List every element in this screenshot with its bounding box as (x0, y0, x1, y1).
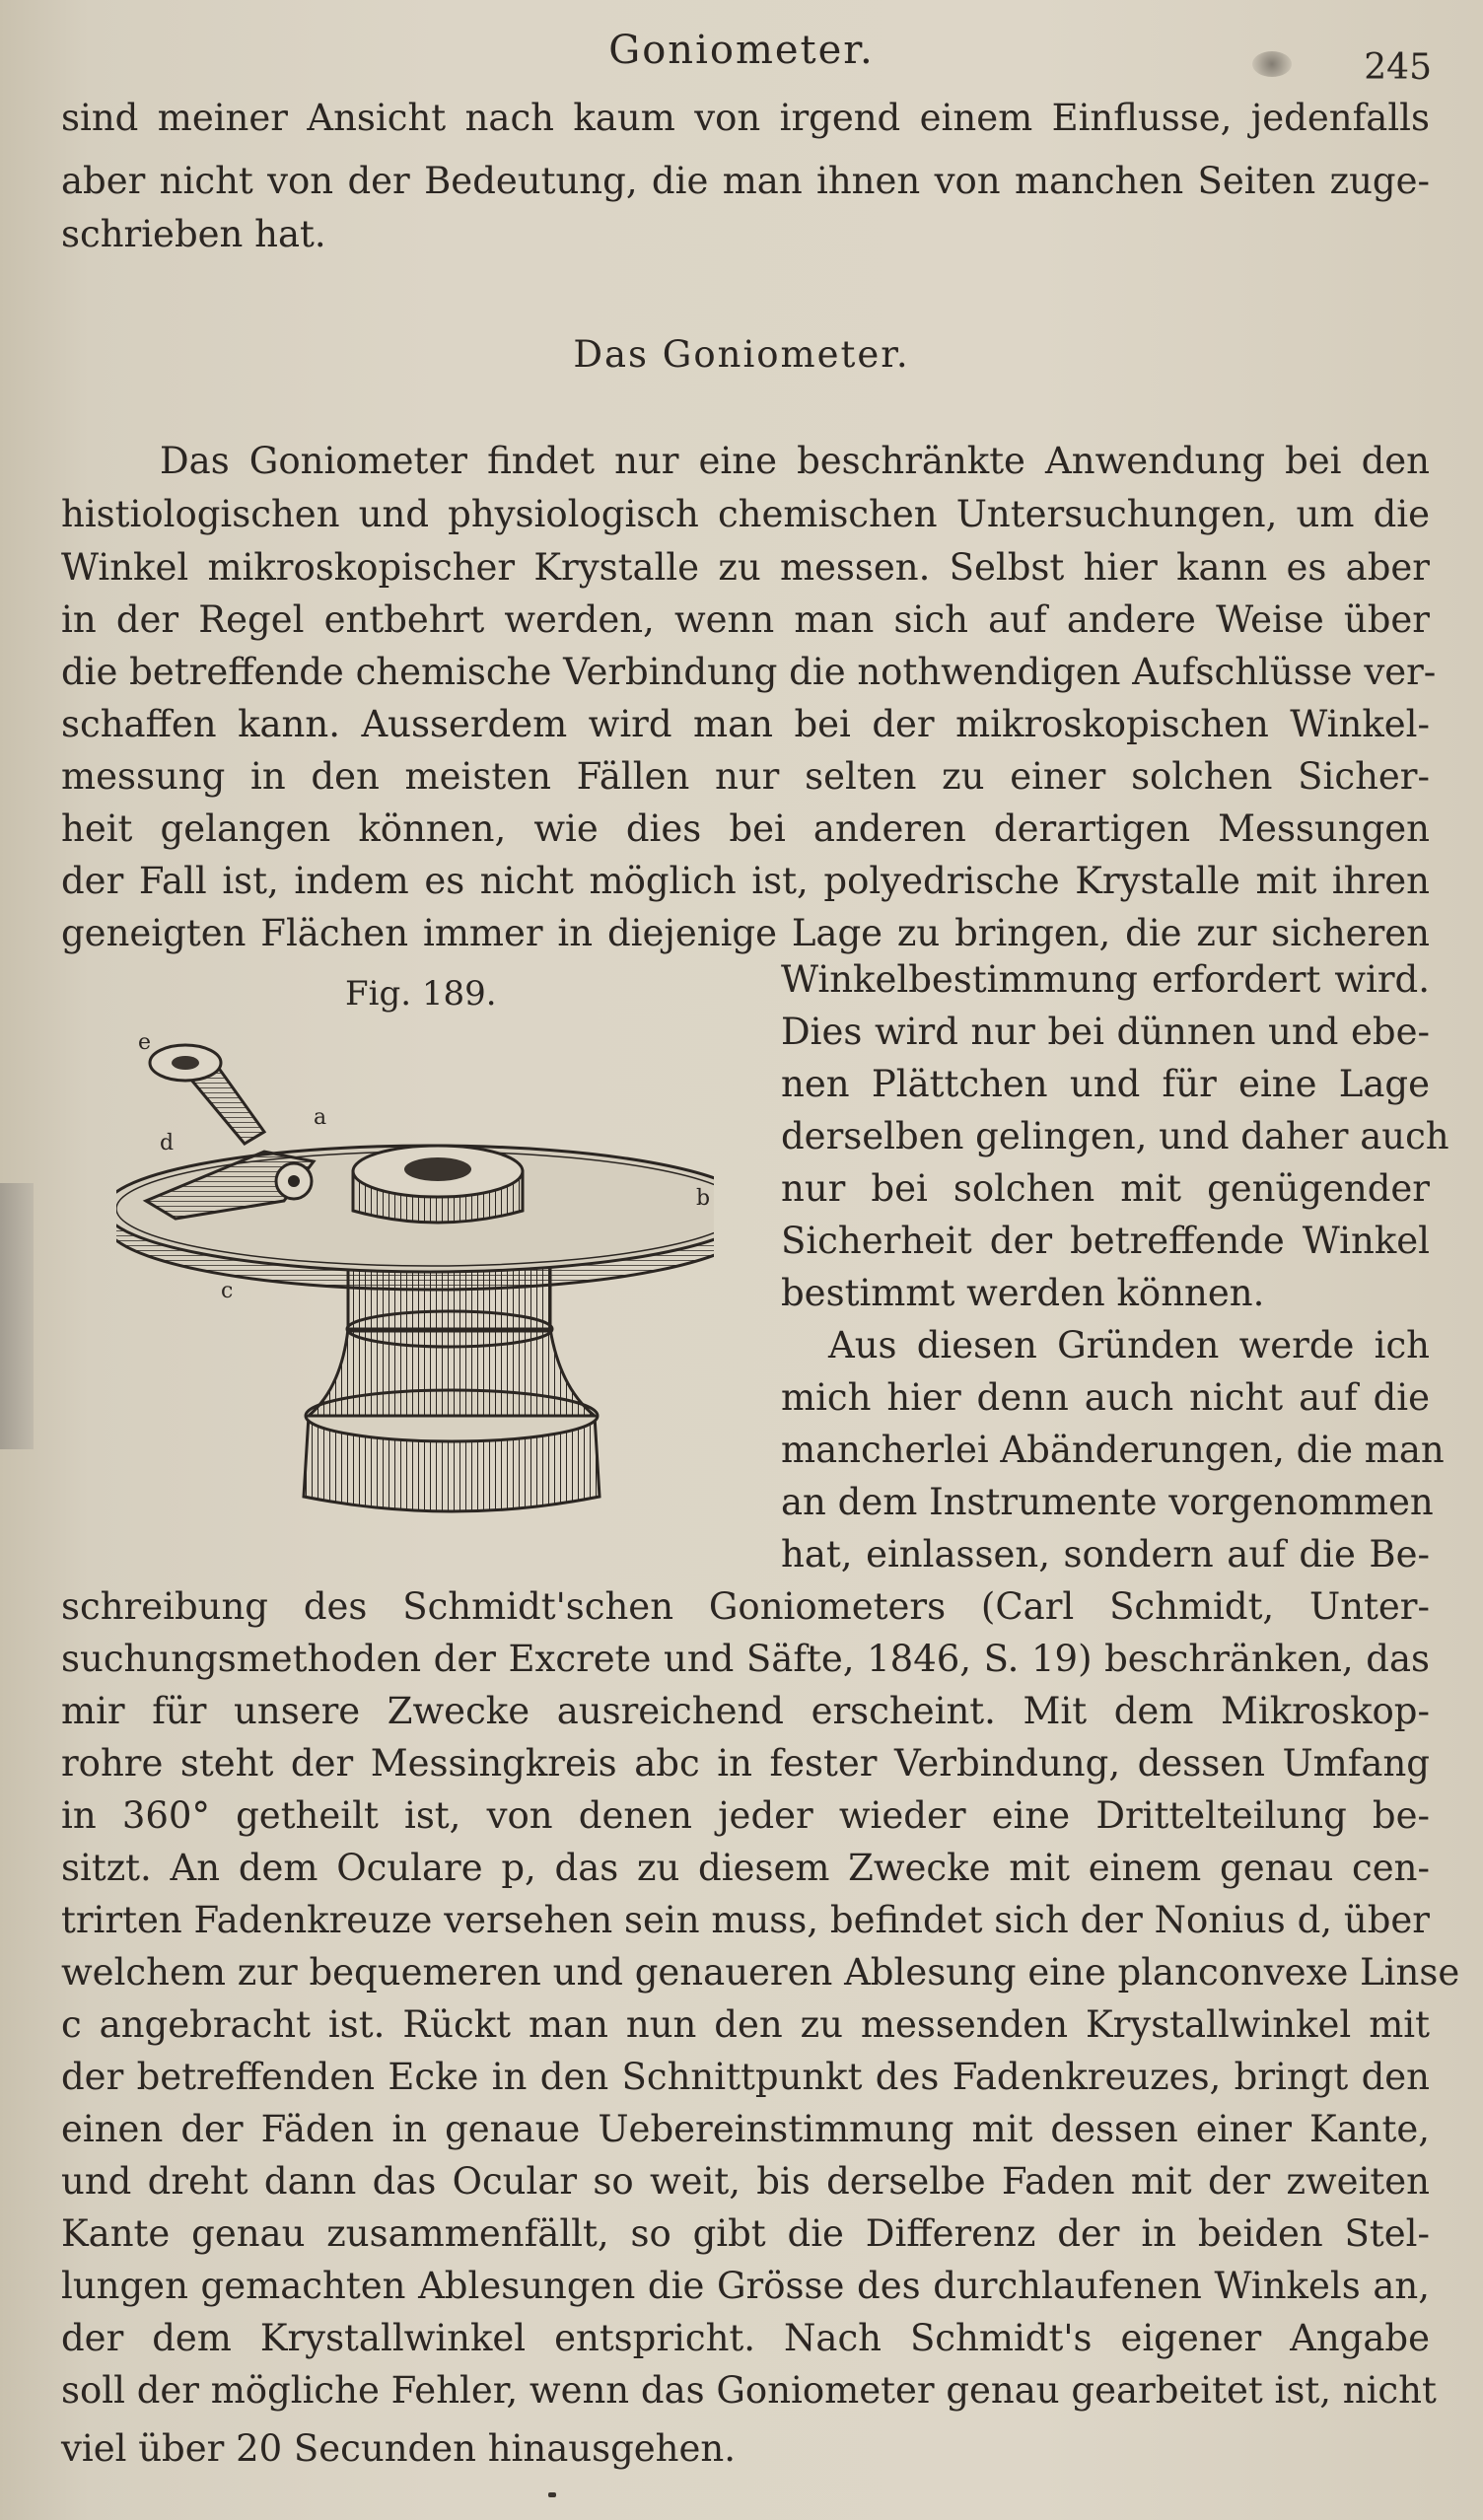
text-line: histiologischen und physiologisch chemischen Untersuchungen, um die (61, 493, 1430, 535)
text-line: die betreffende chemische Verbindung die nothwendigen Aufschlüsse ver- (61, 651, 1437, 693)
figure-label-b: b (696, 1186, 711, 1211)
page-number: 245 (1364, 47, 1432, 88)
text-line: lungen gemachten Ablesungen die Grösse des durchlaufenen Winkels an, (61, 2265, 1430, 2307)
text-line: Kante genau zusammenfällt, so gibt die Differenz der in beiden Stel- (61, 2212, 1430, 2255)
text-line: in 360° getheilt ist, von denen jeder wieder eine Drittelteilung be- (61, 1794, 1430, 1837)
figure-label-a: a (314, 1105, 327, 1130)
text-line: schaffen kann. Ausserdem wird man bei der mikroskopischen Winkel- (61, 703, 1430, 745)
text-line: mich hier denn auch nicht auf die (781, 1376, 1430, 1419)
text-line: Dies wird nur bei dünnen und ebe- (781, 1011, 1430, 1053)
text-line: aber nicht von der Bedeutung, die man ihnen von manchen Seiten zuge- (61, 160, 1430, 202)
text-line: in der Regel entbehrt werden, wenn man sich auf andere Weise über (61, 598, 1430, 641)
text-line: viel über 20 Secunden hinausgehen. (61, 2427, 736, 2470)
text-line: hat, einlassen, sondern auf die Be- (781, 1533, 1430, 1575)
text-line: nen Plättchen und für eine Lage (781, 1063, 1430, 1105)
figure-label-c: c (221, 1279, 234, 1303)
text-line: bestimmt werden können. (781, 1272, 1265, 1314)
text-line: suchungsmethoden der Excrete und Säfte, 1846, S. 19) beschränken, das (61, 1638, 1430, 1680)
text-line: der dem Krystallwinkel entspricht. Nach Schmidt's eigener Angabe (61, 2317, 1430, 2359)
text-line: der Fall ist, indem es nicht möglich ist, polyedrische Krystalle mit ihren (61, 860, 1430, 902)
figure-caption: Fig. 189. (345, 974, 497, 1014)
text-line: einen der Fäden in genaue Uebereinstimmung mit dessen einer Kante, (61, 2108, 1430, 2150)
text-line: soll der mögliche Fehler, wenn das Goniometer genau gearbeitet ist, nicht (61, 2369, 1437, 2412)
print-mark (548, 2492, 556, 2497)
text-line: Das Goniometer findet nur eine beschränkte Anwendung bei den (160, 440, 1430, 482)
text-line: schrieben hat. (61, 213, 326, 255)
text-line: der betreffenden Ecke in den Schnittpunkt des Fadenkreuzes, bringt den (61, 2056, 1430, 2098)
page-edge-shadow (0, 1183, 34, 1449)
text-line: an dem Instrumente vorgenommen (781, 1481, 1434, 1523)
running-title: Goniometer. (608, 28, 875, 73)
text-line: messung in den meisten Fällen nur selten zu einer solchen Sicher- (61, 755, 1430, 798)
text-line: Sicherheit der betreffende Winkel (781, 1220, 1430, 1262)
text-line: trirten Fadenkreuze versehen sein muss, befindet sich der Nonius d, über (61, 1899, 1430, 1941)
text-line: mancherlei Abänderungen, die man (781, 1429, 1445, 1471)
text-line: welchem zur bequemeren und genaueren Ablesung eine planconvexe Linse (61, 1951, 1460, 1994)
text-line: geneigten Flächen immer in diejenige Lage zu bringen, die zur sicheren (61, 912, 1430, 954)
text-line: mir für unsere Zwecke ausreichend erscheint. Mit dem Mikroskop- (61, 1690, 1430, 1732)
text-line: c angebracht ist. Rückt man nun den zu messenden Krystallwinkel mit (61, 2003, 1430, 2046)
text-line: nur bei solchen mit genügender (781, 1167, 1430, 1210)
text-line: heit gelangen können, wie dies bei anderen derartigen Messungen (61, 807, 1430, 850)
text-line: sitzt. An dem Oculare p, das zu diesem Zwecke mit einem genau cen- (61, 1847, 1430, 1889)
text-line: derselben gelingen, und daher auch (781, 1115, 1449, 1157)
text-line: und dreht dann das Ocular so weit, bis derselbe Faden mit der zweiten (61, 2160, 1430, 2203)
text-line: Aus diesen Gründen werde ich (828, 1324, 1430, 1366)
figure-label-d: d (160, 1131, 175, 1155)
text-line: rohre steht der Messingkreis abc in fester Verbindung, dessen Umfang (61, 1742, 1430, 1785)
text-line: Winkel mikroskopischer Krystalle zu messen. Selbst hier kann es aber (61, 546, 1430, 589)
figure-label-e: e (138, 1033, 152, 1055)
goniometer-illustration (116, 1033, 714, 1546)
text-line: Winkelbestimmung erfordert wird. (781, 958, 1430, 1001)
section-heading: Das Goniometer. (573, 333, 910, 376)
text-line: schreibung des Schmidt'schen Goniometers (Carl Schmidt, Unter- (61, 1585, 1430, 1628)
text-line: sind meiner Ansicht nach kaum von irgend einem Einflusse, jedenfalls (61, 97, 1430, 139)
